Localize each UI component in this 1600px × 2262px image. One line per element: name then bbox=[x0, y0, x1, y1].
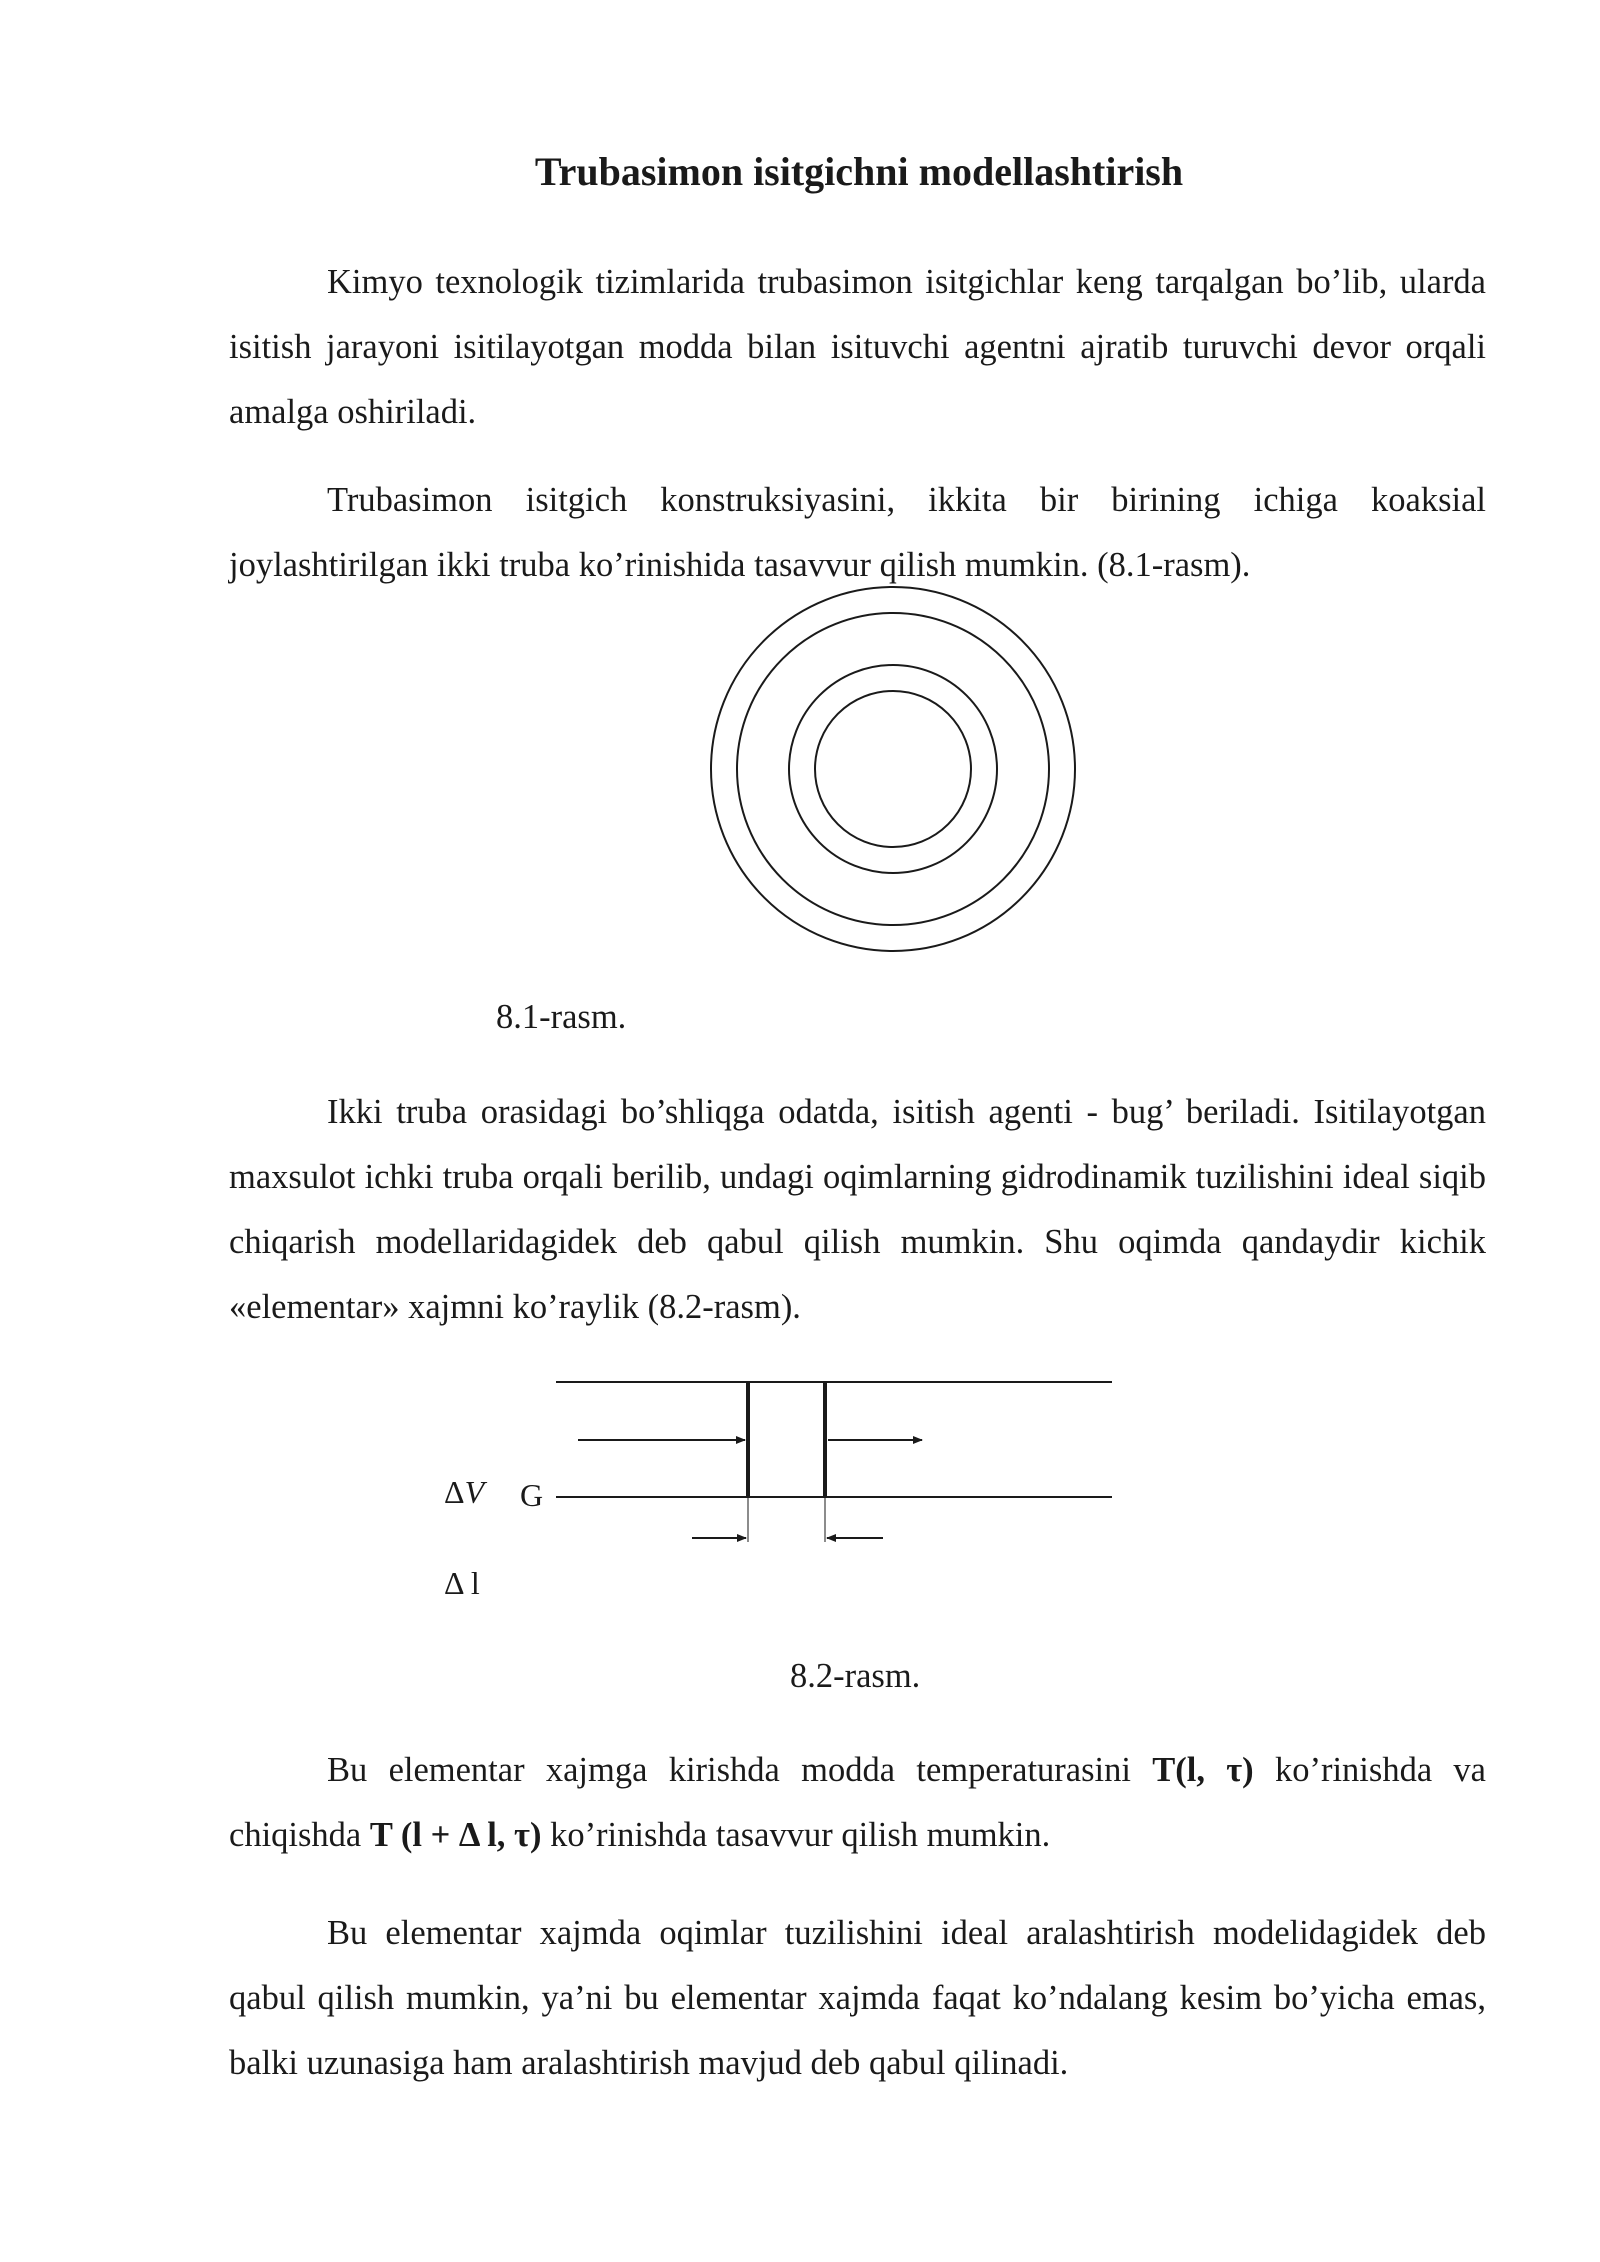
page-title: Trubasimon isitgichni modellashtirish bbox=[534, 149, 1184, 194]
paragraph-temperature: Bu elementar xajmga kirishda modda temperaturasini T(l, τ) ko’rinishda va chiqishda T (l + Δ l, τ) ko’rinishda tasavvur qilish mumkin. bbox=[229, 1751, 1486, 1854]
figure-8-2-caption: 8.2-rasm. bbox=[790, 1657, 921, 1695]
paragraph-intro: Kimyo texnologik tizimlarida trubasimon isitgichlar keng tarqalgan bo’lib, ularda isitish jarayoni isitilayotgan modda bilan isituvchi agentni ajratib turuvchi devor orqali amalga oshiriladi. bbox=[229, 263, 1486, 431]
formula-inlet-temperature: T(l, τ) bbox=[1152, 1751, 1254, 1789]
outer-tube-inner-wall bbox=[737, 613, 1049, 925]
inner-tube-inner-wall bbox=[815, 691, 971, 847]
formula-outlet-temperature: T (l + Δ l, τ) bbox=[369, 1816, 542, 1854]
paragraph-construction: Trubasimon isitgich konstruksiyasini, ikkita bir birining ichiga koaksial joylashtirilgan ikki truba ko’rinishida tasavvur qilish mumkin. (8.1-rasm). bbox=[229, 481, 1486, 584]
paragraph-flow-description: Ikki truba orasidagi bo’shliqga odatda, isitish agenti - bug’ beriladi. Isitilayotgan maxsulot ichki truba orqali berilib, undagi oqimlarning gidrodinamik tuzilishini ideal siqib chiqarish modellaridagidek deb qabul qilish mumkin. Shu oqimda qandaydir kichik «elementar» xajmni ko’raylik (8.2-rasm). bbox=[229, 1093, 1486, 1326]
label-g: G bbox=[520, 1477, 544, 1513]
paragraph-mixing-model: Bu elementar xajmda oqimlar tuzilishini ideal aralashtirish modelidagidek deb qabul qilish mumkin, ya’ni bu elementar xajmda faqat ko’ndalang kesim bo’yicha emas, balki uzunasiga ham aralashtirish mavjud deb qabul qilinadi. bbox=[229, 1914, 1486, 2082]
label-delta-l: Δ l bbox=[444, 1565, 480, 1601]
label-delta-v: ΔV bbox=[444, 1474, 485, 1510]
figure-8-1-caption: 8.1-rasm. bbox=[496, 998, 627, 1036]
outer-tube-outer-wall bbox=[711, 587, 1075, 951]
inner-tube-outer-wall bbox=[789, 665, 997, 873]
